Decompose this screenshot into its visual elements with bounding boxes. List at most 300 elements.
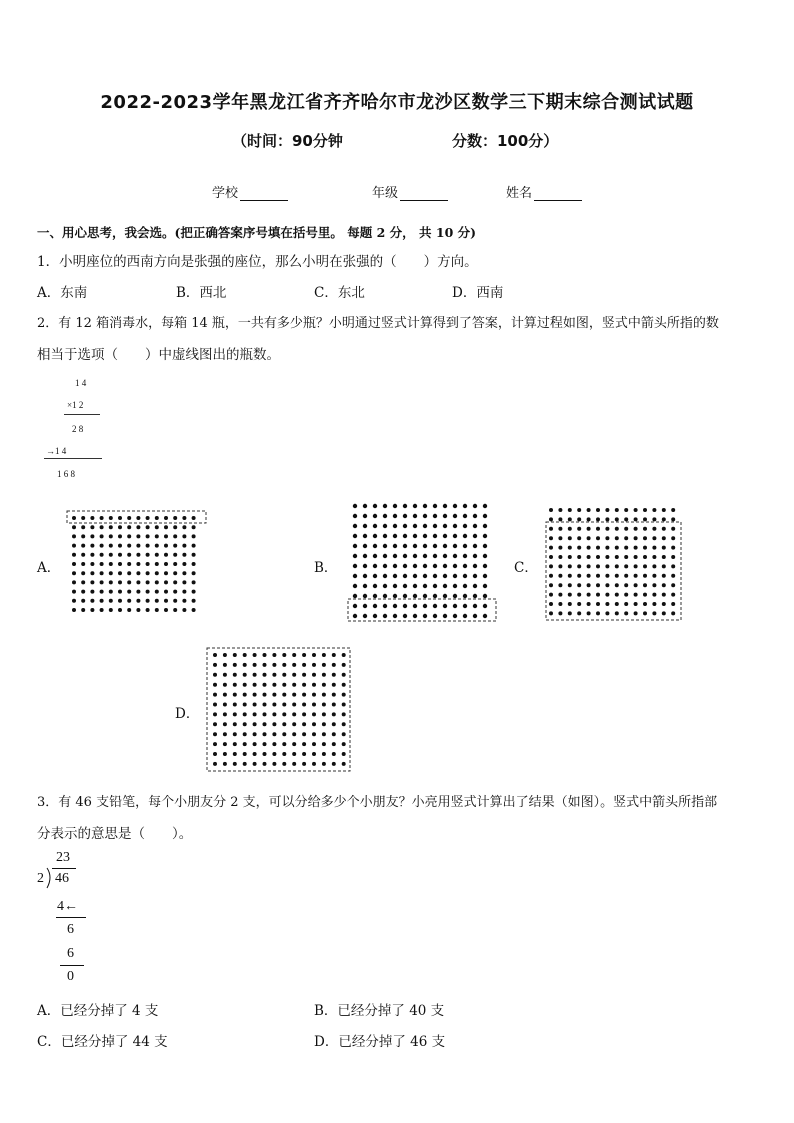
dot — [223, 653, 227, 657]
dot — [393, 554, 397, 558]
dot — [549, 611, 553, 615]
dot — [423, 614, 427, 618]
dot — [173, 562, 177, 566]
dot — [443, 594, 447, 598]
dot — [671, 593, 675, 597]
dot — [182, 608, 186, 612]
dot — [272, 673, 276, 677]
dot — [253, 693, 257, 697]
dot — [253, 703, 257, 707]
dot — [463, 554, 467, 558]
dot — [253, 722, 257, 726]
dot — [173, 580, 177, 584]
dot — [223, 712, 227, 716]
dot — [558, 574, 562, 578]
dot — [624, 564, 628, 568]
dot — [568, 527, 572, 531]
dot — [223, 732, 227, 736]
dot — [473, 614, 477, 618]
dot — [282, 712, 286, 716]
dot — [403, 544, 407, 548]
dot — [383, 584, 387, 588]
dot — [353, 574, 357, 578]
dot — [624, 536, 628, 540]
dot — [577, 527, 581, 531]
dot — [587, 593, 591, 597]
division-step2: 6 — [67, 922, 74, 937]
dot — [192, 544, 196, 548]
dot — [443, 554, 447, 558]
dot — [634, 583, 638, 587]
dot — [652, 593, 656, 597]
step1-value: 4 — [57, 899, 64, 914]
dot — [353, 614, 357, 618]
dot — [587, 555, 591, 559]
dot — [383, 524, 387, 528]
dot — [671, 611, 675, 615]
dot — [322, 683, 326, 687]
dot — [634, 517, 638, 521]
dot — [223, 752, 227, 756]
dot — [413, 534, 417, 538]
dot — [587, 564, 591, 568]
dot — [634, 555, 638, 559]
dot — [373, 604, 377, 608]
dot — [72, 525, 76, 529]
dot — [146, 516, 150, 520]
dot — [413, 594, 417, 598]
grade-prefix: 年 — [372, 186, 386, 201]
dot — [233, 712, 237, 716]
section-heading: 一、用心思考，我会选。(把正确答案序号填在括号里。 每题 2 分， 共 10 分) — [37, 225, 477, 240]
dot — [332, 703, 336, 707]
dot — [587, 527, 591, 531]
dot — [671, 508, 675, 512]
dot — [81, 562, 85, 566]
dot — [634, 527, 638, 531]
dot — [182, 525, 186, 529]
dot — [90, 599, 94, 603]
dot — [483, 544, 487, 548]
q2-option-b-label[interactable]: B． — [314, 560, 338, 576]
dot — [433, 504, 437, 508]
dot — [577, 555, 581, 559]
dot — [443, 604, 447, 608]
dot — [463, 564, 467, 568]
dot — [109, 599, 113, 603]
division-bar — [52, 868, 76, 869]
dot — [292, 693, 296, 697]
dot — [577, 602, 581, 606]
dot — [549, 517, 553, 521]
dot — [558, 536, 562, 540]
dot — [173, 525, 177, 529]
dot — [596, 555, 600, 559]
dot — [136, 608, 140, 612]
q1-option-a[interactable]: A．东南 — [37, 285, 88, 301]
dot — [118, 525, 122, 529]
highlight-box-c — [546, 522, 681, 620]
dot — [136, 599, 140, 603]
dot — [118, 599, 122, 603]
dot — [353, 524, 357, 528]
dot — [127, 525, 131, 529]
dot — [263, 742, 267, 746]
dot — [146, 534, 150, 538]
dot — [652, 546, 656, 550]
dot — [72, 599, 76, 603]
score-label: 分数：100分） — [452, 132, 559, 150]
dot — [671, 555, 675, 559]
dot — [473, 524, 477, 528]
dot — [263, 683, 267, 687]
dot — [373, 544, 377, 548]
dot — [292, 673, 296, 677]
q3-option-d[interactable]: D．已经分掉了 46 支 — [314, 1034, 446, 1050]
dot — [302, 683, 306, 687]
dot — [423, 584, 427, 588]
dot — [353, 604, 357, 608]
dot — [72, 580, 76, 584]
calc-row-2: ×1 2 — [67, 400, 84, 410]
dot — [164, 544, 168, 548]
dot — [332, 712, 336, 716]
dot — [596, 593, 600, 597]
dot — [473, 584, 477, 588]
dot — [393, 594, 397, 598]
dot — [213, 673, 217, 677]
dot — [253, 732, 257, 736]
dot — [322, 762, 326, 766]
dot — [173, 516, 177, 520]
q1-option-c[interactable]: C．东北 — [314, 285, 365, 301]
dot — [253, 673, 257, 677]
dot — [463, 544, 467, 548]
dot — [322, 752, 326, 756]
dot — [263, 653, 267, 657]
dot — [127, 571, 131, 575]
dot — [292, 683, 296, 687]
dot — [605, 611, 609, 615]
dot — [127, 544, 131, 548]
dot — [549, 574, 553, 578]
dot — [568, 574, 572, 578]
dot — [233, 742, 237, 746]
dot — [100, 590, 104, 594]
dot — [483, 524, 487, 528]
dot — [353, 504, 357, 508]
dot — [173, 544, 177, 548]
dot — [383, 544, 387, 548]
division-remainder: 0 — [67, 969, 74, 984]
q2-option-d-label[interactable]: D． — [175, 706, 200, 722]
q1-option-b[interactable]: B．西北 — [176, 285, 227, 301]
dot — [383, 504, 387, 508]
dot — [423, 504, 427, 508]
dot-grid-d[interactable] — [204, 645, 354, 775]
dot — [282, 653, 286, 657]
dot — [243, 712, 247, 716]
dot — [282, 693, 286, 697]
dot — [263, 703, 267, 707]
dot — [272, 683, 276, 687]
dot — [662, 555, 666, 559]
dot — [643, 602, 647, 606]
dot — [272, 722, 276, 726]
dot — [118, 553, 122, 557]
calc-line-1 — [64, 414, 100, 415]
dot — [473, 544, 477, 548]
dot — [353, 534, 357, 538]
dot — [233, 752, 237, 756]
dot — [192, 534, 196, 538]
dot — [263, 663, 267, 667]
dot — [463, 614, 467, 618]
dot — [403, 614, 407, 618]
grade-field — [372, 182, 448, 201]
dot — [332, 663, 336, 667]
dot — [568, 611, 572, 615]
dot — [568, 536, 572, 540]
dot — [615, 546, 619, 550]
dot — [332, 683, 336, 687]
dot — [81, 534, 85, 538]
dot — [383, 554, 387, 558]
dot — [127, 608, 131, 612]
dot — [383, 534, 387, 538]
dot — [605, 593, 609, 597]
dot — [127, 553, 131, 557]
dot — [373, 534, 377, 538]
dot — [90, 516, 94, 520]
q1-text: 1．小明座位的西南方向是张强的座位，那么小明在张强的（ ）方向。 — [37, 254, 478, 270]
dot — [81, 608, 85, 612]
dot — [363, 614, 367, 618]
dot — [192, 590, 196, 594]
dot — [253, 683, 257, 687]
dot — [558, 602, 562, 606]
dot — [223, 742, 227, 746]
dot — [403, 554, 407, 558]
dot — [568, 546, 572, 550]
dot — [192, 516, 196, 520]
dot — [443, 574, 447, 578]
dot — [213, 653, 217, 657]
dot — [624, 527, 628, 531]
dot — [118, 534, 122, 538]
dot — [413, 544, 417, 548]
dot — [473, 504, 477, 508]
grade-blank[interactable] — [400, 188, 448, 201]
dot — [393, 504, 397, 508]
dot — [155, 571, 159, 575]
dot — [596, 508, 600, 512]
dot — [587, 517, 591, 521]
dot — [473, 564, 477, 568]
dot — [136, 590, 140, 594]
dot — [373, 564, 377, 568]
dot — [155, 534, 159, 538]
dot — [322, 742, 326, 746]
division-bracket — [46, 867, 54, 889]
dot — [393, 614, 397, 618]
dot — [155, 562, 159, 566]
dot — [100, 553, 104, 557]
dot — [671, 602, 675, 606]
dot — [164, 599, 168, 603]
dot — [322, 703, 326, 707]
dot — [213, 703, 217, 707]
dot — [173, 553, 177, 557]
calc-row-3: 2 8 — [72, 424, 84, 434]
dot — [413, 554, 417, 558]
dot — [312, 712, 316, 716]
dot — [282, 673, 286, 677]
dot — [423, 574, 427, 578]
q2-option-c-label[interactable]: C． — [514, 560, 538, 576]
dot-grid-c[interactable] — [541, 502, 686, 624]
dot — [433, 574, 437, 578]
dot — [393, 534, 397, 538]
q3-option-c[interactable]: C．已经分掉了 44 支 — [37, 1034, 168, 1050]
dot — [312, 683, 316, 687]
dot — [433, 534, 437, 538]
dot — [568, 564, 572, 568]
dot — [624, 555, 628, 559]
dot — [383, 514, 387, 518]
dot — [577, 611, 581, 615]
dot — [634, 508, 638, 512]
dot — [164, 608, 168, 612]
school-blank[interactable] — [240, 188, 288, 201]
dot — [605, 555, 609, 559]
dot-grid-a[interactable] — [64, 508, 209, 623]
dot — [634, 564, 638, 568]
dot — [127, 599, 131, 603]
grade-label: 级 — [385, 186, 399, 201]
dot — [109, 571, 113, 575]
dot — [263, 712, 267, 716]
q2-text-line2: 相当于选项（ ）中虚线图出的瓶数。 — [37, 347, 280, 363]
dot — [463, 514, 467, 518]
dot — [109, 580, 113, 584]
dot — [118, 562, 122, 566]
dot — [643, 508, 647, 512]
dot — [173, 590, 177, 594]
division-step3: 6 — [67, 946, 74, 961]
dot — [473, 554, 477, 558]
dot — [233, 663, 237, 667]
dot — [662, 536, 666, 540]
dot — [403, 574, 407, 578]
dot — [443, 534, 447, 538]
dot — [342, 712, 346, 716]
dot — [624, 546, 628, 550]
dot — [652, 555, 656, 559]
dot — [292, 712, 296, 716]
dot — [243, 722, 247, 726]
dot-grid-b[interactable] — [343, 498, 503, 626]
dot — [302, 653, 306, 657]
dot — [596, 611, 600, 615]
dot — [353, 594, 357, 598]
dot — [363, 504, 367, 508]
name-blank[interactable] — [534, 188, 582, 201]
dot — [383, 564, 387, 568]
dot — [605, 546, 609, 550]
dot — [342, 732, 346, 736]
dot — [233, 732, 237, 736]
dot — [155, 544, 159, 548]
dot — [549, 527, 553, 531]
dot — [615, 574, 619, 578]
dot — [312, 673, 316, 677]
dot — [100, 571, 104, 575]
name-label: 姓名 — [506, 186, 533, 201]
dot — [146, 599, 150, 603]
dot — [403, 584, 407, 588]
dot — [182, 553, 186, 557]
dot — [383, 604, 387, 608]
dot — [272, 752, 276, 756]
dot — [312, 693, 316, 697]
q3-option-b[interactable]: B．已经分掉了 40 支 — [314, 1003, 445, 1019]
dot — [192, 553, 196, 557]
q3-option-a[interactable]: A．已经分掉了 4 支 — [37, 1003, 159, 1019]
dot — [118, 571, 122, 575]
dot — [634, 602, 638, 606]
dot — [292, 653, 296, 657]
dot — [413, 524, 417, 528]
dot — [549, 536, 553, 540]
q2-option-a-label[interactable]: A． — [37, 560, 61, 576]
dot — [577, 583, 581, 587]
dot — [577, 536, 581, 540]
dot — [423, 514, 427, 518]
dot — [596, 564, 600, 568]
dot — [453, 544, 457, 548]
dot — [223, 762, 227, 766]
dot — [363, 554, 367, 558]
dot — [596, 536, 600, 540]
dot — [292, 703, 296, 707]
dot — [463, 594, 467, 598]
dot — [322, 673, 326, 677]
dot — [155, 516, 159, 520]
dot — [136, 553, 140, 557]
dot — [282, 722, 286, 726]
dot — [605, 508, 609, 512]
dot — [587, 602, 591, 606]
dot — [109, 544, 113, 548]
dot — [302, 742, 306, 746]
dot — [127, 516, 131, 520]
dot — [282, 752, 286, 756]
dot — [127, 534, 131, 538]
dot — [671, 583, 675, 587]
dot — [624, 611, 628, 615]
q1-option-d[interactable]: D．西南 — [452, 285, 504, 301]
dot — [624, 574, 628, 578]
dot — [90, 590, 94, 594]
dot — [136, 516, 140, 520]
dot — [403, 604, 407, 608]
dot — [213, 712, 217, 716]
dot — [558, 611, 562, 615]
division-step1 — [57, 899, 78, 915]
dot — [127, 590, 131, 594]
dot — [643, 611, 647, 615]
